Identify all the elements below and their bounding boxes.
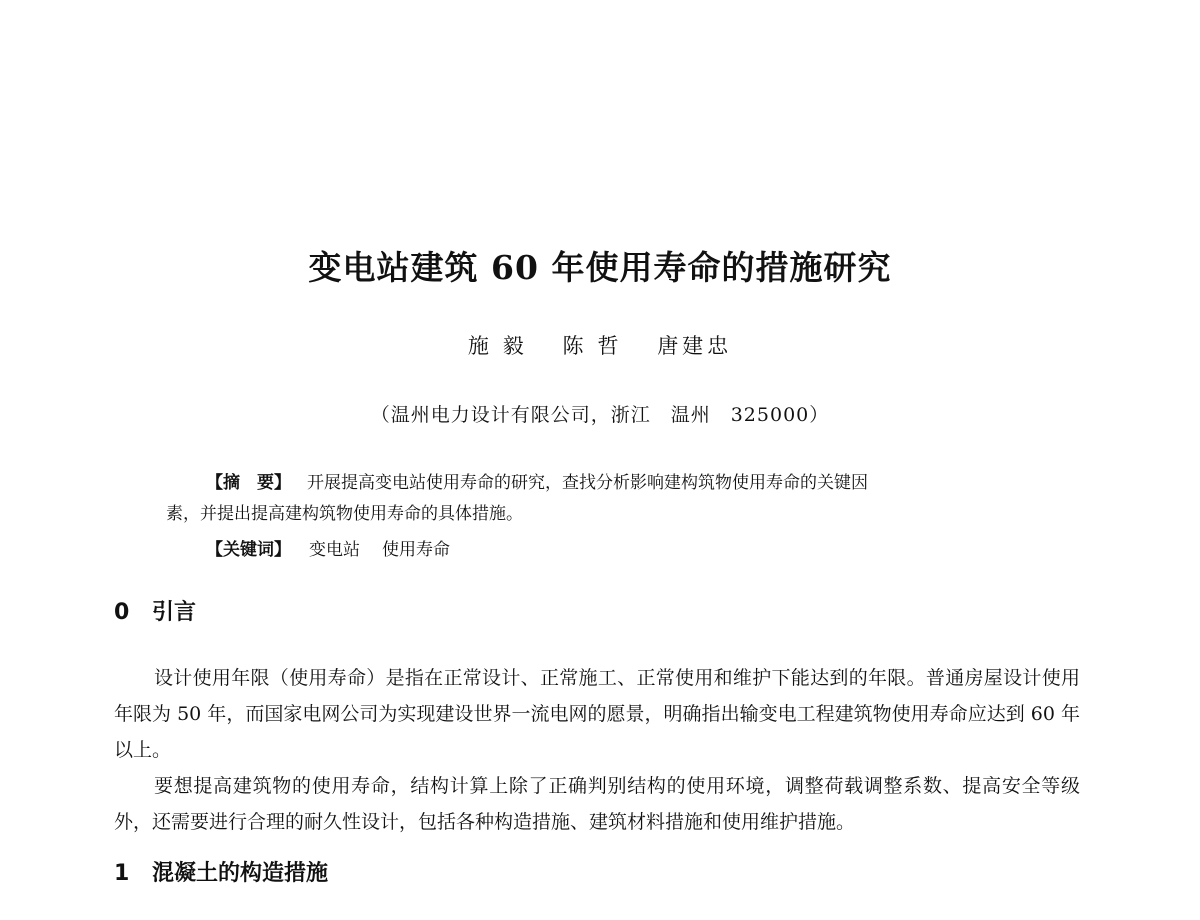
abstract-text: 开展提高变电站使用寿命的研究，查找分析影响建构筑物使用寿命的关键因 bbox=[307, 473, 868, 493]
section-number: 0 bbox=[114, 600, 130, 625]
abstract-label: 【摘 要】 bbox=[206, 473, 291, 493]
section-body bbox=[114, 660, 1080, 840]
paragraph: 设计使用年限（使用寿命）是指在正常设计、正常施工、正常使用和维护下能达到的年限。普通房屋设计使用年限为 50 年，而国家电网公司为实现建设世界一流电网的愿景，明确指出输变电工程建筑物使用寿命应达到 60 年以上。 bbox=[114, 667, 1080, 761]
author-name: 陈哲 bbox=[562, 334, 633, 358]
section-heading bbox=[114, 597, 196, 629]
keyword: 使用寿命 bbox=[382, 540, 450, 560]
section-number: 1 bbox=[114, 861, 130, 886]
section-title: 混凝土的构造措施 bbox=[152, 861, 329, 886]
author-name: 唐建忠 bbox=[657, 334, 733, 358]
keywords-label: 【关键词】 bbox=[206, 540, 291, 560]
author-list bbox=[0, 330, 1200, 362]
paper-title: 变电站建筑 60 年使用寿命的措施研究 bbox=[308, 248, 892, 287]
keyword: 变电站 bbox=[309, 540, 360, 560]
author-name: 施毅 bbox=[467, 334, 538, 358]
section-title: 引言 bbox=[152, 600, 197, 625]
abstract bbox=[166, 468, 1046, 530]
section-heading bbox=[114, 858, 328, 890]
abstract-second-line: 素，并提出提高建构筑物使用寿命的具体措施。 bbox=[166, 504, 523, 524]
keywords bbox=[206, 535, 472, 566]
abstract-first-line bbox=[166, 468, 1046, 499]
paragraph: 要想提高建筑物的使用寿命，结构计算上除了正确判别结构的使用环境，调整荷载调整系数、提高安全等级外，还需要进行合理的耐久性设计，包括各种构造措施、建筑材料措施和使用维护措施。 bbox=[114, 775, 1080, 833]
affiliation: （温州电力设计有限公司，浙江 温州 325000） bbox=[370, 404, 830, 426]
